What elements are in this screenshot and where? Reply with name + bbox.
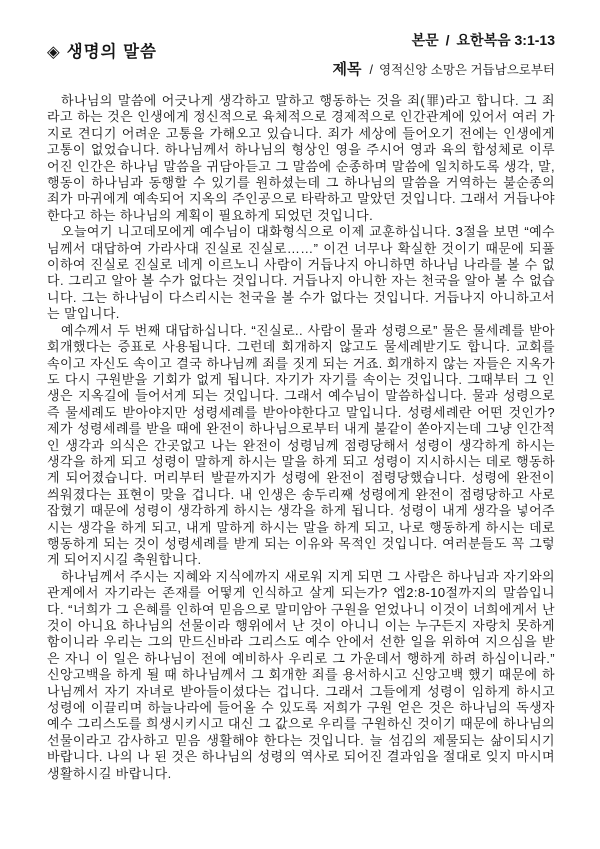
section-heading	[47, 41, 157, 63]
diamond-bullet-icon: ◈	[47, 43, 61, 61]
title-text: 영적신앙 소망은 거듭남으로부터	[379, 63, 555, 77]
title-label: 제목	[332, 61, 362, 78]
sermon-title	[333, 60, 555, 80]
scripture-ref: 요한복음 3:1-13	[456, 32, 555, 48]
scripture-separator: /	[445, 32, 450, 48]
body-paragraph: 오늘여기 니고데모에게 예수님이 대화형식으로 이제 교훈하십니다. 3절을 보면 “예수님께서 대답하여 가라사대 진실로 진실로……” 이건 너무나 확실한 것이기 때문에 되풀이하여 진실로 진실로 네게 이르노니 사람이 거듭나지 아니하면 하나님 나라를 볼 수 없다. 그리고 알아 볼 수가 없다는 것입니다. 거듭나지 아니한 자는 천국을 알아 볼 수 없습니다. 그는 하나님이 다스리시는 천국을 볼 수가 없다는 것입니다. 거듭나지 아니하고서는 말입니다.	[47, 224, 555, 322]
sermon-body	[47, 93, 555, 782]
body-paragraph: 하나님의 말씀에 어긋나게 생각하고 말하고 행동하는 것을 죄(罪)라고 합니다. 그 죄라고 하는 것은 인생에게 정신적으로 육체적으로 경제적으로 인간관계에 있어서 여러 가지로 견디기 어려운 고통을 가해오고 있습니다. 죄가 세상에 들어오기 전에는 인생에게 고통이 없었습니다. 하나님께서 하나님의 형상인 영을 주시어 영과 육의 합성체로 이루어진 인간은 하나님 말씀을 귀담아듣고 그 말씀에 순종하며 말씀에 일치하도록 생각, 말, 행동이 하나님과 동행할 수 있기를 원하셨는데 그 하나님의 말씀을 거역하는 불순종의 죄가 마귀에게 예속되어 지옥의 주인공으로 타락하고 말았던 것입니다. 그래서 거듭나야한다고 하는 하나님의 계획이 필요하게 되었던 것입니다.	[47, 93, 555, 223]
body-paragraph: 예수께서 두 번째 대답하십니다. “진실로.. 사람이 물과 성령으로” 물은 물세례를 받아 회개했다는 증표로 사용됩니다. 그런데 회개하지 않고도 물세례받기도 합니다. 교회를 속이고 자신도 속이고 결국 하나님께 죄를 짓게 되는 거죠. 회개하지 않는 자들은 지옥가도 다시 구원받을 기회가 없게 됩니다. 자기가 자기를 속이는 것입니다. 그때부터 그 인생은 지옥길에 들어서게 되는 것입니다. 그래서 예수님이 말씀하십니다. 물과 성령으로 즉 물세례도 받아야지만 성령세례를 받아야한다고 말입니다. 성령세례란 어떤 것인가? 제가 성령세례를 받을 때에 완전이 하나님으로부터 내게 불같이 쏟아지는데 그냥 인간적인 생각과 의식은 간곳없고 나는 완전이 성령님께 점령당해서 성령이 생각하게 하시는 생각을 하게 되고 성령이 말하게 하시는 말을 하게 되고 성령이 지시하시는 데로 행동하게 되어졌습니다. 머리부터 발끝까지가 성령에 완전이 점령당했습니다. 성령에 완전이 씌워졌다는 표현이 맞을 겁니다. 내 인생은 송두리째 성령에게 완전이 점령당하고 사로잡혔기 때문에 성령이 생각하게 하시는 생각을 하게 됩니다. 성령이 내게 생각을 넣어주시는 생각을 하게 되고, 내게 말하게 하시는 말을 하게 되고, 나로 행동하게 하시는 데로 행동하게 되는 것이 성령세례를 받게 되는 이유와 목적인 것입니다. 여러분들도 꼭 그렇게 되어지시길 축원합니다.	[47, 322, 555, 568]
title-separator: /	[369, 63, 373, 77]
scripture-label: 본문	[411, 32, 439, 48]
scripture-reference	[412, 30, 555, 50]
body-paragraph: 하나님께서 주시는 지혜와 지식에까지 새로워 지게 되면 그 사람은 하나님과 자기와의 관계에서 자기라는 존재를 어떻게 인식하고 살게 되는가? 엡2:8-10절까지의 말씀입니다. “너희가 그 은혜를 인하여 믿음으로 말미암아 구원을 얻었나니 이것이 너희에게서 난 것이 아니요 하나님의 선물이라 행위에서 난 것이 아니니 이는 누구든지 자랑치 못하게 함이니라 우리는 그의 만드신바라 그리스도 예수 안에서 선한 일을 위하여 지으심을 받은 자니 이 일은 하나님이 전에 예비하사 우리로 그 가운데서 행하게 하려 하심이니라.” 신앙고백을 하게 될 때 하나님께서 그 회개한 죄를 용서하시고 신앙고백 했기 때문에 하나님께서 자기 자녀로 받아들이셨다는 겁니다. 그래서 그들에게 성령이 임하게 하시고 성령에 이끌리며 하늘나라에 들어올 수 있도록 저희가 구원 얻은 것은 하나님의 독생자 예수 그리스도를 희생시키시고 대신 그 값으로 우리를 구원하신 것이기 때문에 하나님의 선물이라고 감사하고 믿음 생활해야 한다는 것입니다. 늘 섬김의 제물되는 삶이되시기 바랍니다. 나의 나 된 것은 하나님의 성령의 역사로 되어진 결과임을 절대로 잊지 마시며 생활하시길 바랍니다.	[47, 568, 555, 781]
section-title: 생명의 말씀	[66, 43, 157, 61]
